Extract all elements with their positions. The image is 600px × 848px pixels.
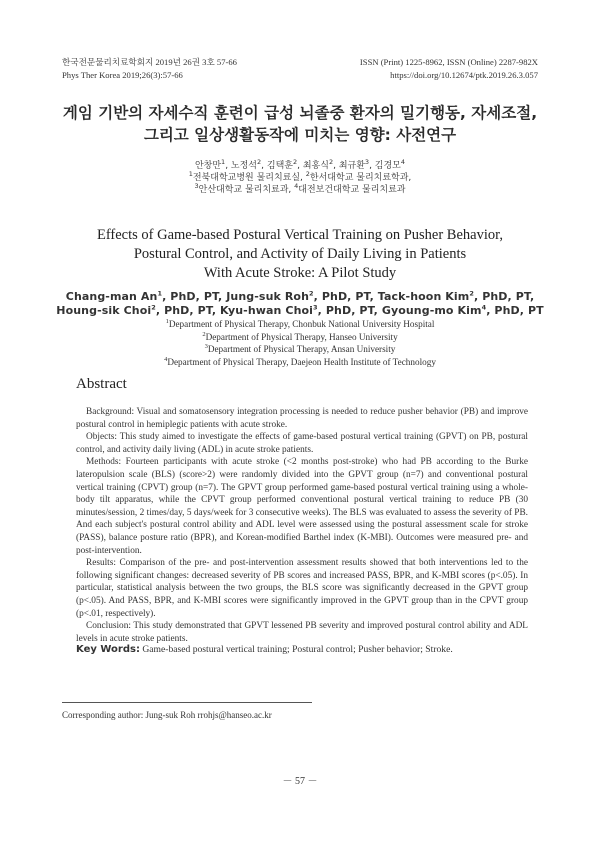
korean-title-line-2: 그리고 일상생활동작에 미치는 영향: 사전연구 <box>143 126 457 144</box>
english-author-sup: 2 <box>309 289 314 298</box>
corresponding-author: Corresponding author: Jung-suk Roh rrohjs@hanseo.ac.kr <box>62 710 272 720</box>
english-author-sup: 4 <box>481 303 487 312</box>
abstract-body <box>76 406 528 645</box>
korean-title-line-1: 게임 기반의 자세수직 훈련이 급성 뇌졸중 환자의 밀기행동, 자세조절, <box>62 104 538 122</box>
korean-author-sup: 1 <box>221 158 226 166</box>
english-affiliation <box>40 356 560 369</box>
korean-author-name: 최규환 <box>338 161 365 171</box>
english-affiliation-text: Department of Physical Therapy, Daejeon Health Institute of Technology <box>167 356 436 367</box>
korean-affiliation-sup: 1 <box>188 170 193 178</box>
english-affiliation <box>40 318 560 331</box>
english-affiliations <box>40 318 560 368</box>
korean-affiliation-text: 전북대학교병원 물리치료실, <box>192 173 306 183</box>
korean-affiliation-text: 대전보건대학교 물리치료과 <box>298 185 406 195</box>
english-author-sup: 2 <box>151 303 156 312</box>
issn-line: ISSN (Print) 1225-8962, ISSN (Online) 2287-982X <box>359 57 538 67</box>
korean-author-name: 김택훈 <box>266 161 293 171</box>
korean-author-sup: 2 <box>328 158 334 166</box>
keywords <box>76 644 536 655</box>
english-title <box>40 226 560 283</box>
journal-header-issn <box>360 56 538 82</box>
english-authors-line-1 <box>50 290 550 304</box>
english-affiliation-sup: 3 <box>204 343 208 351</box>
journal-citation-english: Phys Ther Korea 2019;26(3):57-66 <box>62 70 183 80</box>
english-authors-line-2 <box>50 304 550 318</box>
abstract-heading: Abstract <box>76 376 127 392</box>
english-author-sup: 3 <box>313 303 318 312</box>
korean-affiliation-text: 한서대학교 물리치료학과, <box>309 173 412 183</box>
english-author-name: Tack-hoon Kim <box>377 290 470 303</box>
english-affiliation-sup: 1 <box>165 317 169 325</box>
korean-author-name: 안창만 <box>194 161 222 171</box>
korean-affiliation-sup: 4 <box>294 182 299 190</box>
english-author-name: Houng-sik Choi <box>56 304 152 317</box>
korean-author-name: 노정석 <box>230 161 258 171</box>
abstract-results: Results: Comparison of the pre- and post-intervention assessment results showed that both interventions led to the following significant changes: decreased severity of PB scores and increased PASS, BPR, and K-MBI scores (p<.05). In particular, statistical analysis between the two groups, the BLS score was significantly decreased in the GPVT group (p<.05). And PASS, BPR, and K-MBI scores were significantly improved in the GPVT group than in the CPVT group (p<.01, respectively). <box>76 558 528 619</box>
english-author-name: Kyu-hwan Choi <box>220 304 314 317</box>
english-affiliation <box>40 331 560 344</box>
english-title-line-1: Effects of Game-based Postural Vertical Training on Pusher Behavior, <box>96 227 503 243</box>
korean-authors: 안창만$^1$, 노정석$^2$, 김택훈$^2$, 최홍식$^2$, 최규환$^3$, 김경모$^4$ <box>194 158 406 171</box>
english-author-credentials: , PhD, PT, <box>313 290 378 303</box>
korean-author-sup: 2 <box>292 158 298 166</box>
english-affiliation-text: Department of Physical Therapy, Chonbuk National University Hospital <box>168 319 435 329</box>
english-affiliation-text: Department of Physical Therapy, Ansan University <box>207 344 396 355</box>
keywords-text: Game-based postural vertical training; Postural control; Pusher behavior; Stroke. <box>139 644 453 655</box>
abstract-background: Background: Visual and somatosensory integration processing is needed to reduce pusher behavior (PB) and improve postural control in hemiplegic patients with acute stroke. <box>76 407 528 430</box>
english-author-sup: 1 <box>157 289 163 298</box>
english-author-credentials: , PhD, PT, <box>162 290 227 303</box>
korean-author-name: 최홍식 <box>302 161 329 171</box>
abstract-conclusion: Conclusion: This study demonstrated that GPVT lessened PB severity and improved postural control ability and ADL levels in acute stroke patients. <box>76 621 528 644</box>
korean-title <box>40 102 560 146</box>
korean-affiliation-sup: 2 <box>305 170 310 178</box>
english-author-credentials: , PhD, PT, <box>155 304 221 317</box>
korean-author-sup: 3 <box>364 158 370 166</box>
korean-affiliation-sup: 3 <box>194 182 199 190</box>
english-title-line-2: Postural Control, and Activity of Daily Living in Patients <box>133 246 467 262</box>
page-number: － 57 － <box>282 776 318 787</box>
english-affiliation-text: Department of Physical Therapy, Hanseo University <box>205 331 398 342</box>
korean-affiliation-text: 안산대학교 물리치료과, <box>198 185 295 195</box>
english-author-name: Jung-suk Roh <box>226 290 310 303</box>
english-author-credentials: , PhD, PT, <box>317 304 382 317</box>
english-affiliation-sup: 2 <box>202 330 206 338</box>
english-affiliation <box>40 343 560 356</box>
abstract-methods: Methods: Fourteen participants with acute stroke (<2 months post-stroke) who had PB according to the Burke lateropulsion scale (BLS) (score>2) were randomly divided into the GPVT group (n=7) and conventional postural vertical training (CPVT) group (n=7). The GPVT group performed game-based postural vertical training using a whole-body tilt apparatus, while the CPVT group performed conventional postural vertical training to reduce PB (30 minutes/session, 2 times/day, 5 days/week for 3 consecutive weeks). The BLS was evaluated to assess the severity of PB. And each subject's postural control ability and ADL level were assessed using the postural assessment scale for stroke (PASS), balance posture ratio (BPR), and Korean-modified Barthel index (K-MBI). Outcomes were measured pre- and post-intervention. <box>76 457 528 556</box>
english-affiliation-sup: 4 <box>164 355 168 363</box>
english-author-sup: 2 <box>469 289 474 298</box>
journal-citation-korean: 한국전문물리치료학회지 2019년 26권 3호 57-66 <box>62 57 237 67</box>
korean-author-name: 김경모 <box>374 161 401 171</box>
english-title-line-3: With Acute Stroke: A Pilot Study <box>203 265 397 281</box>
abstract-objects: Objects: This study aimed to investigate the effects of game-based postural vertical training (GPVT) on PB, postural control, and activity daily living (ADL) in acute stroke patients. <box>76 432 528 455</box>
journal-header-korean <box>62 56 237 82</box>
english-author-credentials: , PhD, PT <box>486 304 544 317</box>
keywords-label: Key Words: <box>76 644 140 655</box>
korean-author-sup: 4 <box>400 158 406 166</box>
english-author-name: Chang-man An <box>65 290 158 303</box>
korean-affiliation-line-1 <box>40 172 560 184</box>
korean-author-sup: 2 <box>257 158 262 166</box>
footnote-divider <box>62 702 312 703</box>
doi-link[interactable]: https://doi.org/10.12674/ptk.2019.26.3.057 <box>390 70 538 80</box>
korean-author-block <box>40 160 560 196</box>
english-author-name: Gyoung-mo Kim <box>381 304 482 317</box>
english-author-block <box>50 290 550 318</box>
korean-affiliation-line-2 <box>40 184 560 196</box>
english-author-credentials: , PhD, PT, <box>474 290 535 303</box>
